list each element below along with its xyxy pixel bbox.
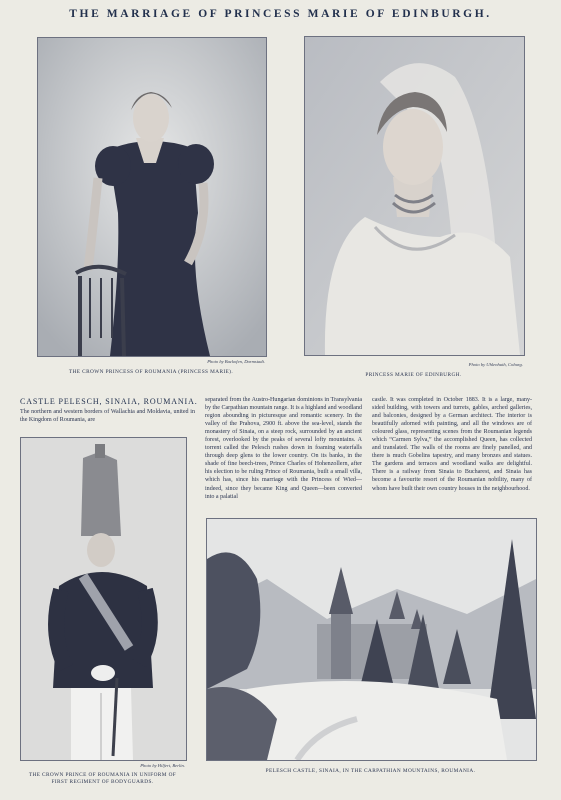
- crown-prince-photo-credit: Photo by Hilfert, Berlin.: [140, 763, 185, 768]
- page-title: THE MARRIAGE OF PRINCESS MARIE OF EDINBURGH.: [69, 8, 492, 20]
- article-column-3: castle. It was completed in October 1883. It is a large, many-sided building, with towers and turrets, gables, arched galleries, and balconies, designed by a German architect. The interior is beautifully adorned with painting, and all the windows are of coloured glass, representing scenes from the Roumanian legends which “Carmen Sylva,” the accomplished Queen, has collected and translated. The walls of the rooms are finely panelled, and there is much Gobelins tapestry, and many bronzes and statues. The gardens and terraces and woodland walks are delightful. There is a railway from Sinaia to Bucharest, and Sinaia has become a favourite resort of the Roumanian nobility, many of whom have built their own country houses in the neighbourhood.: [372, 397, 532, 492]
- article-heading: CASTLE PELESCH, SINAIA, ROUMANIA.: [20, 397, 198, 406]
- princess-marie-photo-credit: Photo by Uhlenhuth, Coburg.: [468, 362, 523, 367]
- crown-princess-photo: [37, 37, 267, 357]
- crown-prince-caption: THE CROWN PRINCE OF ROUMANIA IN UNIFORM OF FIRST REGIMENT OF BODYGUARDS.: [28, 772, 177, 785]
- crown-prince-photo: [20, 437, 187, 761]
- princess-marie-photo: [304, 36, 525, 356]
- castle-photo: [206, 518, 537, 761]
- castle-caption: PELESCH CASTLE, SINAIA, IN THE CARPATHIAN MOUNTAINS, ROUMANIA.: [265, 768, 476, 774]
- crown-princess-caption: THE CROWN PRINCESS OF ROUMANIA (PRINCESS MARIE).: [68, 369, 234, 375]
- article-column-2: separated from the Austro-Hungarian dominions in Transylvania by the Carpathian mountain range. It is a highland and woodland region abounding in picturesque and romantic scenery. In the valley of the Prahova, 2900 ft. above the sea-level, stands the monastery of Sinaia, on a steep rock, surrounded by an ancient forest, overlooked by the peaks of several lofty mountains. A torrent called the Pelesch rushes down in foaming waterfalls through deep glens to the lower country. On its banks, in the shade of fine beech-trees, Prince Charles of Hohenzollern, after his election to be ruling Prince of Roumania, built a small villa, which has, since his marriage with the Princess of Wied—indeed, since they became King and Queen—been converted into a palatial: [205, 397, 362, 500]
- crown-princess-photo-credit: Photo by Backofen, Darmstadt.: [207, 359, 265, 364]
- princess-marie-caption: PRINCESS MARIE OF EDINBURGH.: [365, 372, 462, 378]
- article-column-1: The northern and western borders of Wallachia and Moldavia, united in the Kingdom of Roumania, are: [20, 409, 195, 424]
